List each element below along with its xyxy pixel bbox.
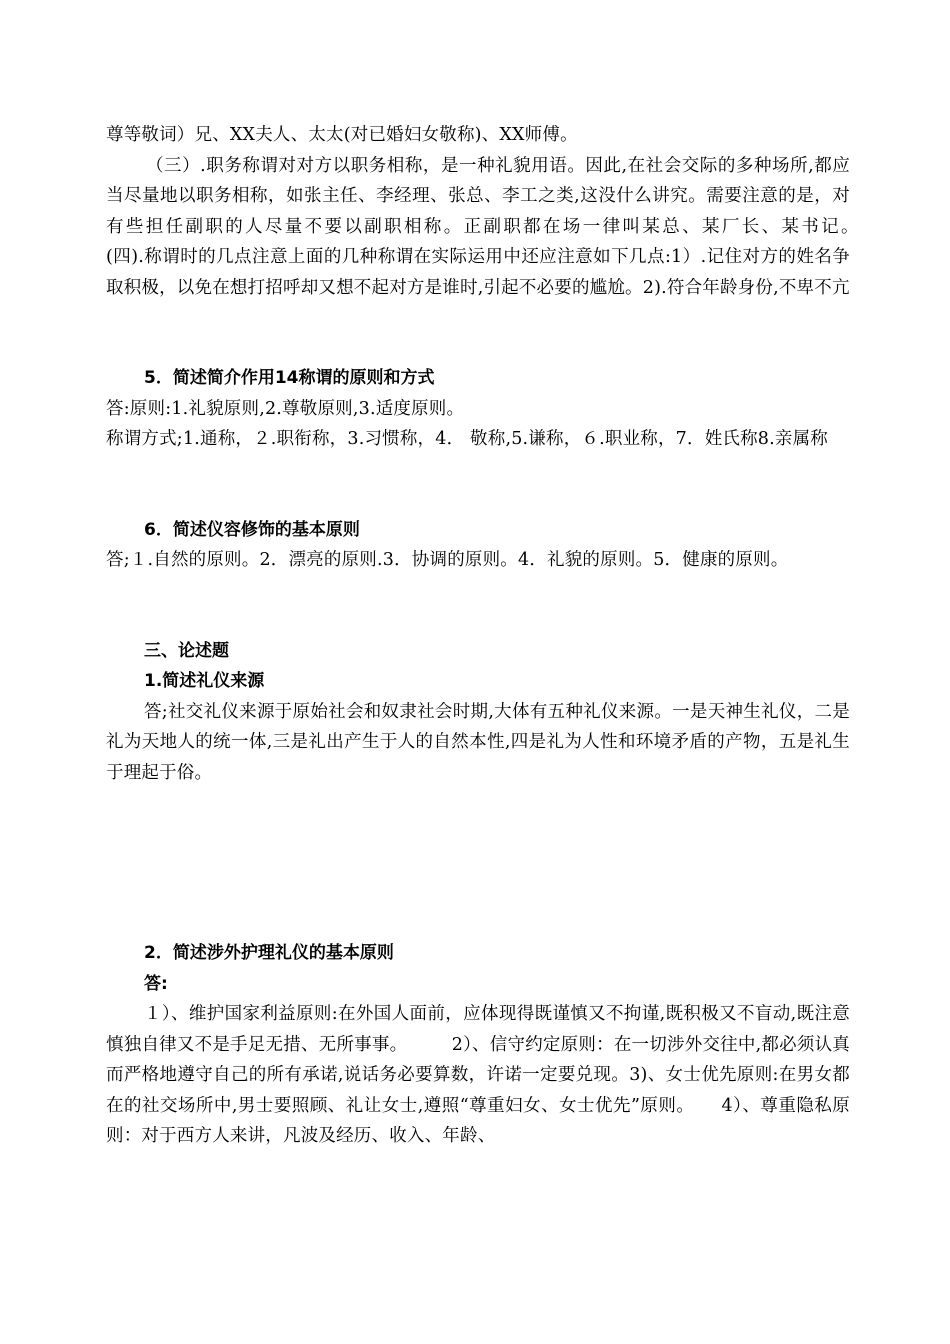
question-5-answer-principles: 答:原则:1.礼貌原则,2.尊敬原则,3.适度原则。 (106, 398, 465, 419)
spacer (106, 455, 850, 515)
question-6-heading: 6．简述仪容修饰的基本原则 (144, 519, 360, 540)
spacer (106, 576, 850, 636)
section-3-heading: 三、论述题 (144, 640, 229, 661)
question-6-answer: 答;１.自然的原则。2．漂亮的原则.3．协调的原则。4．礼貌的原则。5．健康的原则。 (106, 550, 789, 570)
question-5-heading: 5．简述简介作用14称谓的原则和方式 (144, 368, 435, 388)
intro-paragraph-1: 尊等敬词）兄、XX夫人、太太(对已婚妇女敬称)、XX师傅。 (106, 125, 578, 145)
essay-1-heading: 1.简述礼仪来源 (144, 671, 265, 691)
intro-paragraph-2: （三）.职务称谓对对方以职务相称，是一种礼貌用语。因此,在社会交际的多种场所,都应当尽量地以职务相称，如张主任、李经理、张总、李工之类,这没什么讲究。需要注意的是，对有些担任副职的人尽量不要以副职相称。正副职都在场一律叫某总、某厂长、某书记。 (四).称谓时的几点注意上面的几种称谓在实际运用中还应注意如下几点:1）.记住对方的姓名争取积极，以免在想打招呼却又想不起对方是谁时,引起不必要的尴尬。2).符合年龄身份,不卑不亢 (106, 155, 904, 298)
document-page (106, 120, 904, 1152)
essay-2-heading: 2．简述涉外护理礼仪的基本原则 (144, 943, 394, 963)
essay-1-answer: 答;社交礼仪来源于原始社会和奴隶社会时期,大体有五种礼仪来源。一是天神生礼仪，二是礼为天地人的统一体,三是礼出产生于人的自然本性,四是礼为人性和环境矛盾的产物，五是礼生于理起于俗。 (106, 701, 850, 783)
essay-2-answer-label: 答: (144, 973, 168, 994)
question-5-answer-methods: 称谓方式;1.通称，２.职衔称，3.习惯称，4． 敬称,5.谦称，６.职业称，7．姓氏称8.亲属称 (106, 429, 828, 449)
spacer (106, 788, 850, 938)
essay-2-answer: １）、维护国家利益原则:在外国人面前，应体现得既谨慎又不拘谨,既积极又不盲动,既注意慎独自律又不是手足无措、无所事事。 2）、信守约定原则：在一切涉外交往中,都必须认真而严格地遵守自己的所有承诺,说话务必要算数，许诺一定要兑现。3)、女士优先原则:在男女都在的社交场所中,男士要照顾、礼让女士,遵照“尊重妇女、女士优先”原则。 4）、尊重隐私原则：对于西方人来讲，凡波及经历、收入、年龄、 (106, 1004, 850, 1146)
spacer (106, 303, 850, 363)
